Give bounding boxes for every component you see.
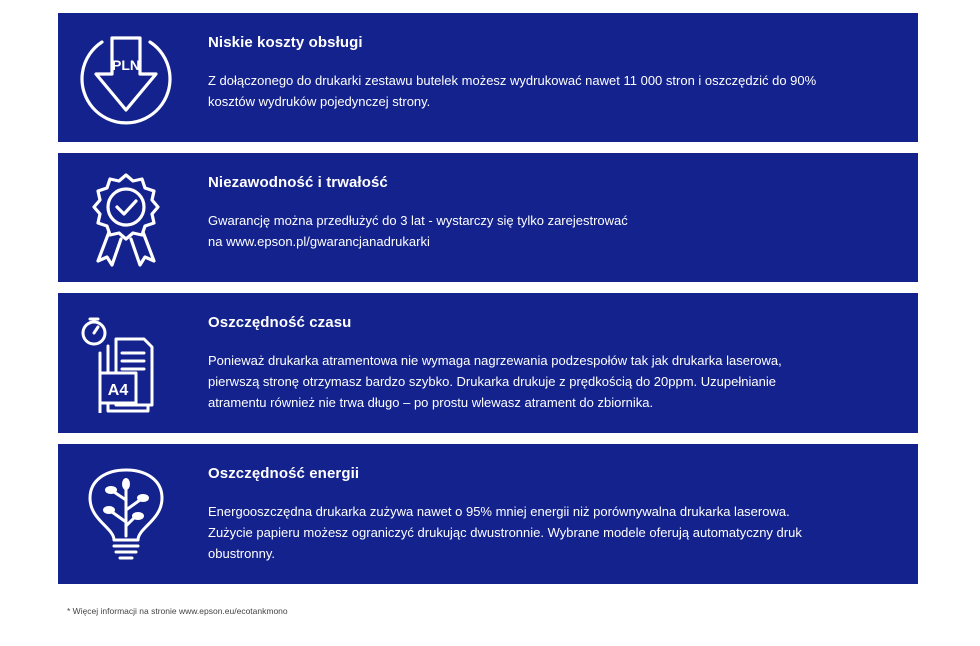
card-description <box>208 210 898 252</box>
stopwatch-a4-icon <box>76 313 176 413</box>
feature-card-energy-saving <box>58 444 918 584</box>
card-title: Oszczędność czasu <box>208 314 352 331</box>
card-title: Oszczędność energii <box>208 465 360 482</box>
a4-icon-text: A4 <box>107 382 129 399</box>
card-description-line: Zużycie papieru możesz ograniczyć drukując dwustronnie. Wybrane modele oferują automatyczny druk <box>208 525 802 540</box>
feature-card-reliability <box>58 153 918 282</box>
card-description-line: kosztów wydruków pojedynczej strony. <box>208 94 431 109</box>
card-title: Niezawodność i trwałość <box>208 174 388 191</box>
card-description <box>208 501 898 564</box>
feature-card-time-saving <box>58 293 918 433</box>
card-description-line: atramentu również nie trwa długo – po prostu wlewasz atrament do zbiornika. <box>208 395 654 410</box>
pln-arrow-down-icon <box>76 30 176 130</box>
card-description <box>208 350 898 413</box>
card-title: Niskie koszty obsługi <box>208 34 363 51</box>
footnote: * Więcej informacji na stronie www.epson.eu/ecotankmono <box>67 606 288 616</box>
card-description-line: Z dołączonego do drukarki zestawu butelek możesz wydrukować nawet 11 000 stron i oszczędzić do 90% <box>208 73 817 88</box>
pln-icon-text: PLN <box>112 57 140 73</box>
card-description-line: Ponieważ drukarka atramentowa nie wymaga nagrzewania podzespołów tak jak drukarka laserowa, <box>208 353 782 368</box>
eco-lightbulb-icon <box>76 466 176 566</box>
card-description-line: Energooszczędna drukarka zużywa nawet o 95% mniej energii niż porównywalna drukarka laserowa. <box>208 504 790 519</box>
feature-card-low-cost <box>58 13 918 142</box>
card-description-line: Gwarancję można przedłużyć do 3 lat - wystarczy się tylko zarejestrować <box>208 213 628 228</box>
award-ribbon-icon <box>76 169 176 269</box>
card-description-line: pierwszą stronę otrzymasz bardzo szybko. Drukarka drukuje z prędkością do 20ppm. Uzupełnianie <box>208 374 776 389</box>
card-description-line: obustronny. <box>208 546 275 561</box>
card-description-line: na www.epson.pl/gwarancjanadrukarki <box>208 234 430 249</box>
card-description <box>208 70 898 112</box>
